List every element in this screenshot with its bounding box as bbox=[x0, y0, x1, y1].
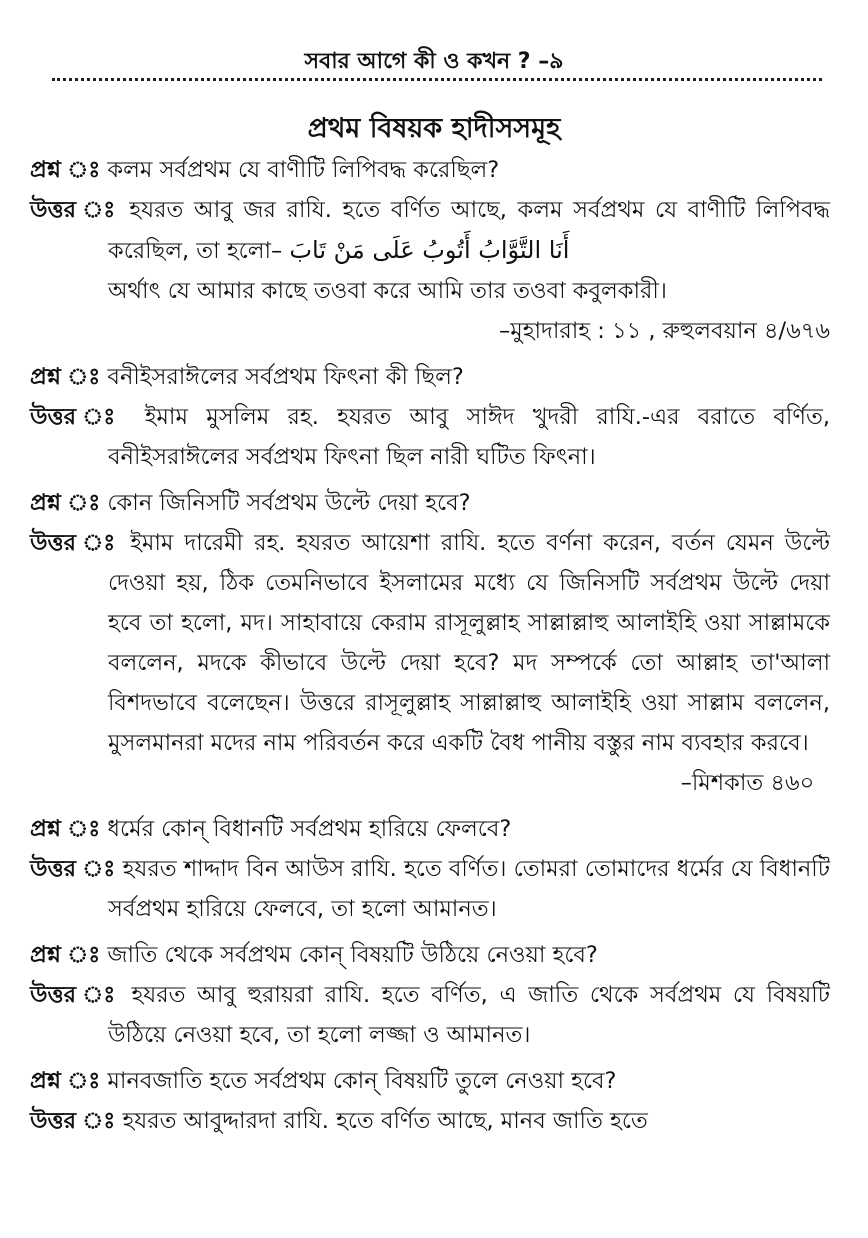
question-label: প্রশ্ন ঃ bbox=[30, 1068, 101, 1094]
qa-item bbox=[30, 935, 830, 1055]
citation: –মিশকাত ৪৬০ bbox=[680, 770, 815, 796]
qa-item bbox=[30, 483, 830, 803]
question-text: কোন জিনিসটি সর্বপ্রথম উল্টে দেয়া হবে? bbox=[107, 490, 471, 516]
section-title: প্রথম বিষয়ক হাদীসসমূহ bbox=[307, 113, 561, 144]
citation: –মুহাদারাহ : ১১ , রুহুলবয়ান ৪/৬৭৬ bbox=[498, 318, 830, 344]
answer-label: উত্তর ঃ bbox=[30, 856, 116, 882]
running-header: সবার আগে কী ও কখন ? –৯ bbox=[304, 49, 564, 74]
answer-text: ইমাম দারেমী রহ. হযরত আয়েশা রাযি. হতে বর্ণনা করেন, বর্তন যেমন উল্টে দেওয়া হয়, ঠিক তেমনিভাবে ইসলামের মধ্যে যে জিনিসটি সর্বপ্রথম উল্টে দেয়া হবে তা হলো, মদ। সাহাবায়ে কেরাম রাসূলুল্লাহ সাল্লাল্লাহু আলাইহি ওয়া সাল্লামকে বললেন, মদকে কীভাবে উল্টে দেয়া হবে? মদ সম্পর্কে তো আল্লাহ তা'আলা বিশদভাবে বলেছেন। উত্তরে রাসূলুল্লাহ সাল্লাল্লাহু আলাইহি ওয়া সাল্লাম বললেন, মুসলমানরা মদের নাম পরিবর্তন করে একটি বৈধ পানীয় বস্তুর নাম ব্যবহার করবে। bbox=[108, 530, 831, 756]
question-text: মানবজাতি হতে সর্বপ্রথম কোন্ বিষয়টি তুলে নেওয়া হবে? bbox=[107, 1068, 617, 1094]
qa-item bbox=[30, 1061, 830, 1141]
answer-text: ইমাম মুসলিম রহ. হযরত আবু সাঈদ খুদরী রাযি.-এর বরাতে বর্ণিত, বনীইসরাঈলের সর্বপ্রথম ফিৎনা ছিল নারী ঘটিত ফিৎনা। bbox=[108, 404, 830, 470]
question bbox=[30, 1061, 830, 1101]
question-label: প্রশ্ন ঃ bbox=[30, 157, 101, 183]
answer-text: হযরত আবু জর রাযি. হতে বর্ণিত আছে, কলম সর্বপ্রথম যে বাণীটি লিপিবদ্ধ করেছিল, তা হলো– bbox=[108, 197, 830, 264]
answer-label: উত্তর ঃ bbox=[30, 530, 120, 556]
answer-label: উত্তর ঃ bbox=[30, 404, 127, 430]
answer bbox=[30, 849, 830, 929]
arabic-quote: أَنَا التَّوَّابُ أَتُوبُ عَلَى مَنْ تَابَ bbox=[289, 236, 570, 264]
answer-label: উত্তর ঃ bbox=[30, 197, 119, 223]
question-label: প্রশ্ন ঃ bbox=[30, 364, 101, 390]
question-label: প্রশ্ন ঃ bbox=[30, 816, 101, 842]
answer-label: উত্তর ঃ bbox=[30, 1108, 116, 1134]
answer bbox=[30, 523, 830, 803]
question bbox=[30, 809, 830, 849]
question bbox=[30, 935, 830, 975]
translation-text: অর্থাৎ যে আমার কাছে তওবা করে আমি তার তওবা কবুলকারী। bbox=[108, 278, 667, 304]
question-label: প্রশ্ন ঃ bbox=[30, 490, 101, 516]
question bbox=[30, 357, 830, 397]
qa-item bbox=[30, 150, 830, 351]
answer bbox=[30, 975, 830, 1055]
qa-item bbox=[30, 809, 830, 929]
qa-item bbox=[30, 357, 830, 477]
question-text: ধর্মের কোন্ বিধানটি সর্বপ্রথম হারিয়ে ফেলবে? bbox=[107, 816, 512, 842]
answer-text: হযরত আবুদ্দারদা রাযি. হতে বর্ণিত আছে, মানব জাতি হতে bbox=[122, 1108, 648, 1134]
answer bbox=[30, 397, 830, 477]
question-text: জাতি থেকে সর্বপ্রথম কোন্ বিষয়টি উঠিয়ে নেওয়া হবে? bbox=[107, 942, 598, 968]
question bbox=[30, 150, 830, 190]
question bbox=[30, 483, 830, 523]
answer bbox=[30, 1101, 830, 1141]
question-text: বনীইসরাঈলের সর্বপ্রথম ফিৎনা কী ছিল? bbox=[107, 364, 464, 390]
qa-list bbox=[30, 150, 830, 1147]
question-text: কলম সর্বপ্রথম যে বাণীটি লিপিবদ্ধ করেছিল? bbox=[107, 157, 500, 183]
question-label: প্রশ্ন ঃ bbox=[30, 942, 101, 968]
answer-text: হযরত আবু হুরায়রা রাযি. হতে বর্ণিত, এ জাতি থেকে সর্বপ্রথম যে বিষয়টি উঠিয়ে নেওয়া হবে, তা হলো লজ্জা ও আমানত। bbox=[108, 982, 830, 1048]
answer bbox=[30, 190, 830, 351]
dotted-divider bbox=[52, 78, 822, 81]
answer-label: উত্তর ঃ bbox=[30, 982, 120, 1008]
answer-text: হযরত শাদ্দাদ বিন আউস রাযি. হতে বর্ণিত। তোমরা তোমাদের ধর্মের যে বিধানটি সর্বপ্রথম হারিয়ে ফেলবে, তা হলো আমানত। bbox=[108, 856, 830, 922]
